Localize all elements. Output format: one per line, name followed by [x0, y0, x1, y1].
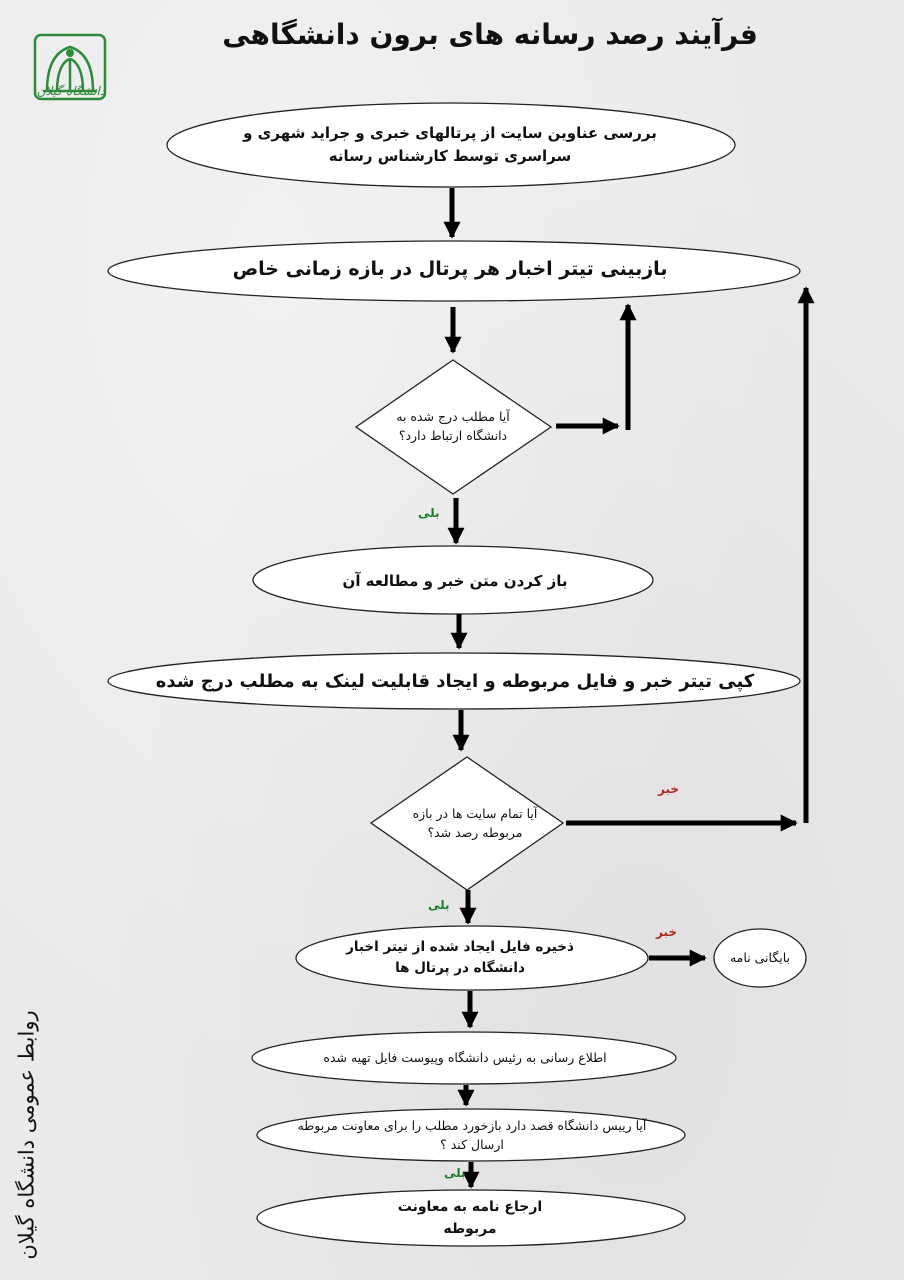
- text-copy-headline: کپی تیتر خبر و فایل مربوطه و ایجاد قابلیت لینک به مطلب درج شده: [155, 671, 755, 693]
- text-refer-letter: ارجاع نامه به معاونت مربوطه: [397, 1199, 543, 1237]
- text-review-sites: بررسی عناوین سایت از پرتالهای خبری و جراید شهری و سراسری توسط کارشناس رسانه: [243, 123, 657, 165]
- label-no-all-sites: خبر: [658, 782, 680, 796]
- footer-text: روابط عمومی دانشگاه گیلان: [15, 1010, 39, 1260]
- text-inform-president: اطلاع رسانی به رئیس دانشگاه وپیوست فایل تهیه شده: [323, 1050, 607, 1066]
- logo-caption: دانشگاه گیلان: [36, 84, 106, 98]
- text-related-to-university: آیا مطلب درج شده به دانشگاه ارتباط دارد؟: [396, 408, 510, 443]
- label-yes-refer: بلی: [444, 1166, 466, 1180]
- text-archive-letter: بایگانی نامه: [729, 950, 791, 966]
- label-yes-related: بلی: [418, 506, 440, 520]
- page-title: فرآیند رصد رسانه های برون دانشگاهی: [222, 18, 758, 51]
- text-open-news: باز کردن متن خبر و مطالعه آن: [342, 572, 568, 591]
- text-save-file: ذخیره فایل ایجاد شده از تیتر اخبار دانشگاه در پرتال ها: [346, 939, 574, 976]
- label-yes-all-sites: بلی: [428, 898, 450, 912]
- footer-vertical-credit: [2, 1000, 52, 1270]
- text-check-headlines: بازبینی تیتر اخبار هر پرتال در بازه زمانی خاص: [232, 258, 668, 281]
- text-president-feedback: آیا رییس دانشگاه قصد دارد بازخورد مطلب را برای معاونت مربوطه ارسال کند ؟: [297, 1117, 647, 1152]
- text-all-sites-monitored: آیا تمام سایت ها در بازه مربوطه رصد شد؟: [412, 805, 538, 840]
- label-no-archive: خبر: [656, 925, 678, 939]
- university-logo: [33, 18, 107, 118]
